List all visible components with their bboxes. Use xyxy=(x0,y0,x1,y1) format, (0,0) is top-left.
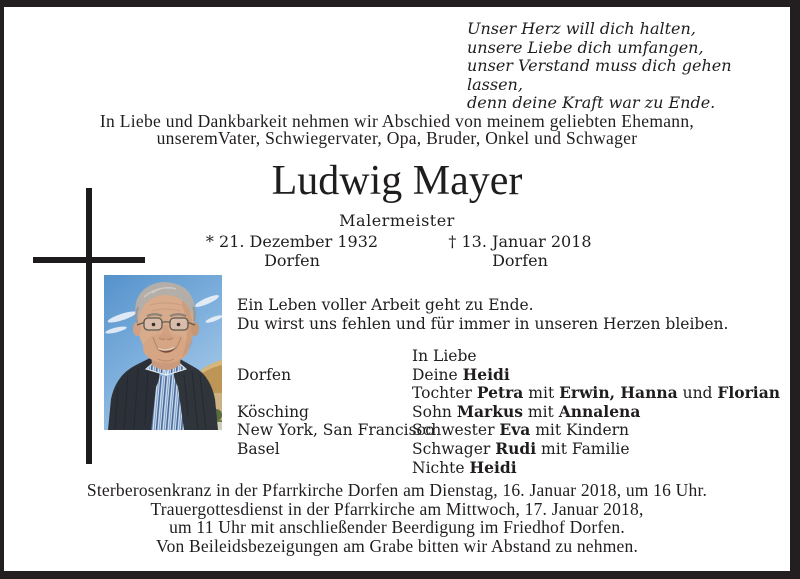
mourner-row xyxy=(237,421,782,440)
mourner-row xyxy=(237,347,782,366)
mourners-rows xyxy=(237,347,782,477)
birth-date-block xyxy=(172,233,412,271)
funeral-line: um 11 Uhr mit anschließender Beerdigung im Friedhof Dorfen. xyxy=(169,517,625,538)
died-cross-symbol: † xyxy=(448,232,457,251)
birth-date: 21. Dezember 1932 xyxy=(219,232,379,251)
mourner-place: New York, San Francisco xyxy=(237,421,435,440)
poem-line: unsere Liebe dich umfangen, xyxy=(467,37,704,57)
deceased-name: Ludwig Mayer xyxy=(271,158,523,204)
tribute-line: Ein Leben voller Arbeit geht zu Ende. xyxy=(237,296,534,314)
mourner-names: In Liebe xyxy=(412,347,477,365)
intro-text xyxy=(4,113,790,147)
notice-paper xyxy=(4,7,790,571)
life-dates xyxy=(4,233,790,275)
funeral-line: Trauergottesdienst in der Pfarrkirche am Mittwoch, 17. Januar 2018, xyxy=(150,498,644,519)
mourner-row xyxy=(237,440,782,459)
birth-place: Dorfen xyxy=(264,250,320,270)
mourner-place: Basel xyxy=(237,439,280,458)
mourner-row xyxy=(237,459,782,478)
memorial-poem xyxy=(467,20,777,113)
mourner-names: Tochter Petra mit Erwin, Hanna und Florian xyxy=(412,383,781,403)
poem-line: Unser Herz will dich halten, xyxy=(467,19,696,38)
funeral-line: Sterberosenkranz in der Pfarrkirche Dorfen am Dienstag, 16. Januar 2018, um 16 Uhr. xyxy=(86,480,708,500)
poem-line: denn deine Kraft war zu Ende. xyxy=(467,93,716,112)
mourner-names: Nichte Heidi xyxy=(412,457,517,477)
birth-date-line xyxy=(172,233,412,252)
tribute-text xyxy=(237,296,777,334)
portrait-photo-art xyxy=(104,275,222,430)
deceased-profession: Malermeister xyxy=(339,211,455,230)
mourner-place: Kösching xyxy=(237,402,309,421)
mourner-names: Sohn Markus mit Annalena xyxy=(412,401,641,421)
death-place: Dorfen xyxy=(492,250,548,270)
portrait-photo xyxy=(104,275,222,430)
mourner-names: Schwester Eva mit Kindern xyxy=(412,420,630,440)
tribute-line: Du wirst uns fehlen und für immer in unseren Herzen bleiben. xyxy=(237,314,729,333)
death-date: 13. Januar 2018 xyxy=(461,232,592,251)
mourner-row xyxy=(237,384,782,403)
eye xyxy=(152,323,156,327)
intro-line: In Liebe und Dankbarkeit nehmen wir Abschied von meinem geliebten Ehemann, xyxy=(99,111,695,131)
mourner-row xyxy=(237,366,782,385)
born-symbol: * xyxy=(205,232,214,251)
funeral-line: Von Beileidsbezeigungen am Grabe bitten wir Abstand zu nehmen. xyxy=(155,535,639,556)
mourner-row xyxy=(237,403,782,422)
poem-line: unser Verstand muss dich gehen lassen, xyxy=(467,56,732,94)
mourner-names: Schwager Rudi mit Familie xyxy=(412,438,630,458)
eye xyxy=(177,323,181,327)
death-date-block xyxy=(400,233,640,271)
mourner-names: Deine Heidi xyxy=(412,364,510,384)
intro-line: unseremVater, Schwiegervater, Opa, Bruder, Onkel und Schwager xyxy=(156,128,638,149)
funeral-details xyxy=(4,481,790,555)
death-date-line xyxy=(400,233,640,252)
mourner-place: Dorfen xyxy=(237,365,292,384)
